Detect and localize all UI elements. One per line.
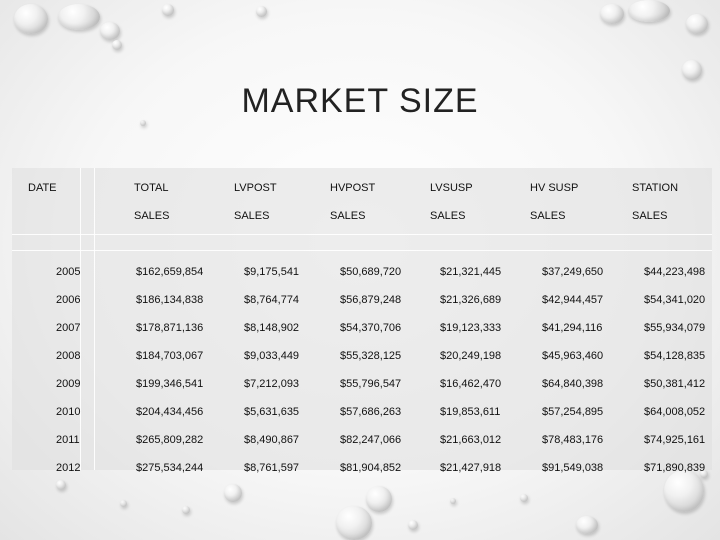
header-hvsusp-sales: HV SUSP SALES (530, 182, 579, 222)
water-drop-decoration (58, 4, 100, 30)
cell-hvsusp-sales: $57,254,895 (542, 406, 604, 418)
water-drop-decoration (162, 4, 174, 16)
cell-total-sales: $186,134,838 (136, 294, 204, 306)
cell-date: 2005 (56, 266, 81, 278)
cell-hvpost-sales: $50,689,720 (340, 266, 402, 278)
cell-total-sales: $199,346,541 (136, 378, 204, 390)
cell-total-sales: $265,809,282 (136, 434, 204, 446)
cell-date: 2011 (56, 434, 80, 446)
cell-total-sales: $178,871,136 (136, 322, 204, 334)
water-drop-decoration (408, 520, 418, 530)
cell-hvpost-sales: $56,879,248 (340, 294, 402, 306)
header-lvpost-sales: LVPOST SALES (234, 182, 277, 222)
cell-lvsusp-sales: $19,853,611 (440, 406, 501, 418)
cell-station-sales: $44,223,498 (644, 266, 706, 278)
cell-hvsusp-sales: $37,249,650 (542, 266, 604, 278)
header-total-sales: TOTAL SALES (134, 182, 170, 222)
cell-station-sales: $50,381,412 (644, 378, 706, 390)
cell-lvpost-sales: $8,490,867 (244, 434, 300, 446)
cell-total-sales: $184,703,067 (136, 350, 204, 362)
header-hvpost-sales: HVPOST SALES (330, 182, 376, 222)
cell-lvpost-sales: $7,212,093 (244, 378, 300, 390)
table-header-row (12, 182, 712, 242)
water-drop-decoration (628, 0, 670, 22)
water-drop-decoration (664, 470, 704, 512)
cell-station-sales: $64,008,052 (644, 406, 706, 418)
cell-hvsusp-sales: $64,840,398 (542, 378, 604, 390)
water-drop-decoration (682, 60, 702, 80)
header-lvsusp-sales: LVSUSP SALES (430, 182, 473, 222)
cell-hvpost-sales: $82,247,066 (340, 434, 402, 446)
header-station-sales: STATION SALES (632, 182, 679, 222)
water-drop-decoration (336, 506, 372, 540)
cell-lvpost-sales: $9,175,541 (244, 266, 300, 278)
water-drop-decoration (120, 500, 127, 507)
cell-date: 2012 (56, 462, 81, 474)
cell-station-sales: $55,934,079 (644, 322, 706, 334)
cell-lvpost-sales: $5,631,635 (244, 406, 300, 418)
cell-hvsusp-sales: $41,294,116 (542, 322, 603, 334)
cell-date: 2006 (56, 294, 81, 306)
water-drop-decoration (686, 14, 708, 34)
cell-lvpost-sales: $8,764,774 (244, 294, 300, 306)
slide-title: MARKET SIZE (241, 82, 479, 120)
water-drop-decoration (576, 516, 598, 534)
cell-station-sales: $54,128,835 (644, 350, 706, 362)
cell-hvsusp-sales: $42,944,457 (542, 294, 604, 306)
cell-lvpost-sales: $9,033,449 (244, 350, 300, 362)
cell-lvsusp-sales: $20,249,198 (440, 350, 502, 362)
cell-hvsusp-sales: $91,549,038 (542, 462, 604, 474)
cell-hvpost-sales: $57,686,263 (340, 406, 402, 418)
cell-hvsusp-sales: $45,963,460 (542, 350, 604, 362)
cell-station-sales: $71,890,839 (644, 462, 706, 474)
cell-date: 2009 (56, 378, 81, 390)
cell-lvsusp-sales: $21,427,918 (440, 462, 502, 474)
cell-lvsusp-sales: $19,123,333 (440, 322, 502, 334)
cell-lvsusp-sales: $16,462,470 (440, 378, 502, 390)
cell-station-sales: $54,341,020 (644, 294, 706, 306)
cell-date: 2008 (56, 350, 81, 362)
cell-hvpost-sales: $54,370,706 (340, 322, 402, 334)
water-drop-decoration (182, 506, 190, 514)
cell-hvpost-sales: $81,904,852 (340, 462, 402, 474)
water-drop-decoration (520, 494, 528, 502)
cell-lvsusp-sales: $21,321,445 (440, 266, 502, 278)
water-drop-decoration (450, 498, 456, 504)
cell-lvsusp-sales: $21,663,012 (440, 434, 502, 446)
cell-date: 2010 (56, 406, 81, 418)
header-date: DATE (28, 182, 57, 194)
cell-hvpost-sales: $55,796,547 (340, 378, 402, 390)
water-drop-decoration (56, 480, 66, 490)
water-drop-decoration (366, 486, 392, 512)
water-drop-decoration (256, 6, 267, 17)
cell-lvsusp-sales: $21,326,689 (440, 294, 502, 306)
cell-hvpost-sales: $55,328,125 (340, 350, 402, 362)
market-size-table (12, 168, 712, 474)
cell-date: 2007 (56, 322, 81, 334)
water-drop-decoration (100, 22, 120, 40)
cell-total-sales: $204,434,456 (136, 406, 204, 418)
water-drop-decoration (14, 4, 48, 34)
cell-total-sales: $162,659,854 (136, 266, 204, 278)
water-drop-decoration (600, 4, 624, 24)
cell-lvpost-sales: $8,761,597 (244, 462, 300, 474)
cell-total-sales: $275,534,244 (136, 462, 204, 474)
water-drop-decoration (112, 40, 122, 50)
cell-lvpost-sales: $8,148,902 (244, 322, 300, 334)
cell-station-sales: $74,925,161 (644, 434, 706, 446)
water-drop-decoration (224, 484, 242, 502)
cell-hvsusp-sales: $78,483,176 (542, 434, 604, 446)
